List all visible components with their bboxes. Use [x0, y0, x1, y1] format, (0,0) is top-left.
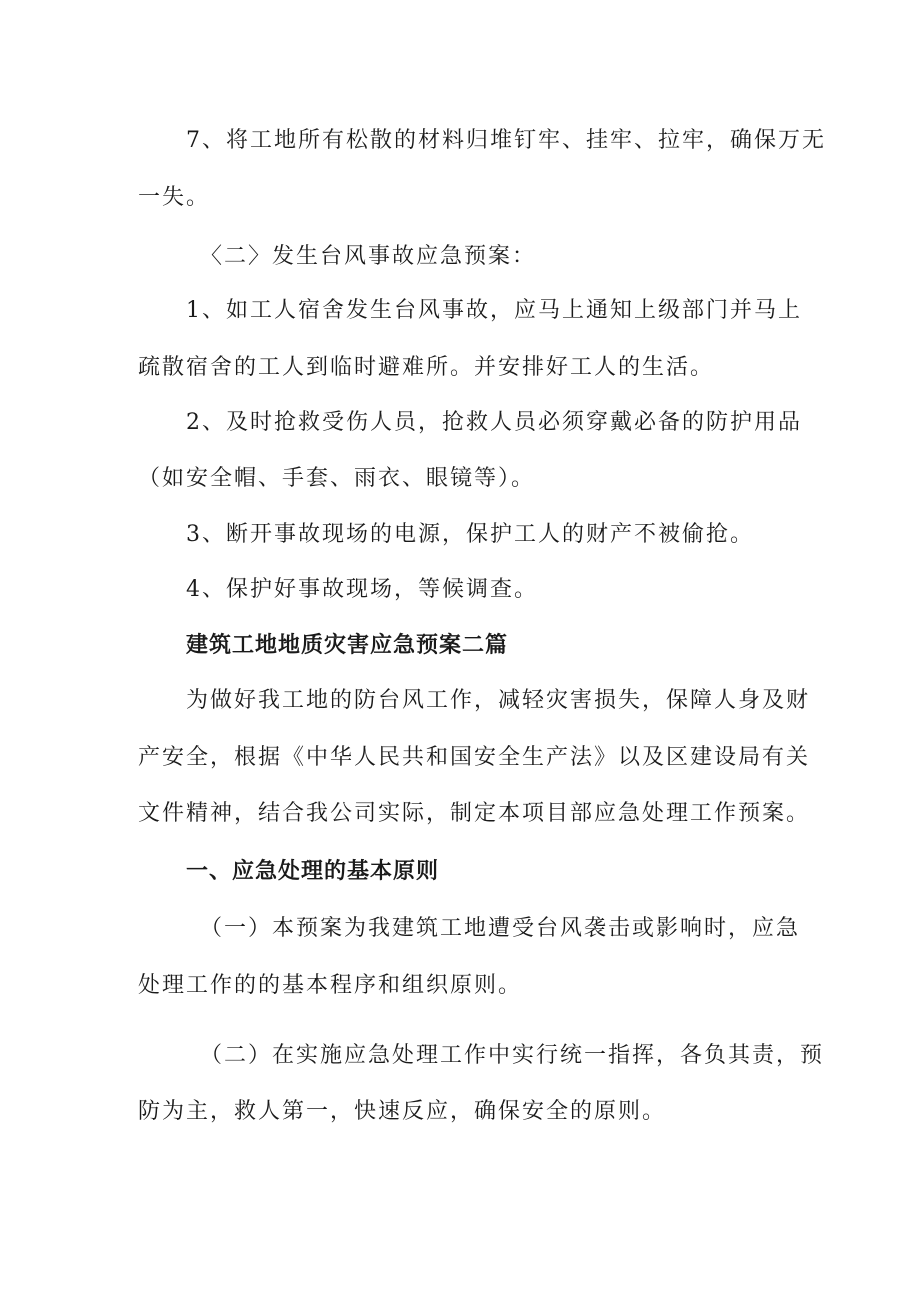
principle-1-line-1: （一）本预案为我建筑工地遭受台风袭击或影响时，应急	[200, 916, 801, 941]
item-2-line-2: （如安全帽、手套、雨衣、眼镜等）。	[138, 466, 536, 491]
article-title: 建筑工地地质灾害应急预案二篇	[186, 633, 509, 658]
intro-line-2: 产安全，根据《中华人民共和国安全生产法》以及区建设局有关	[138, 745, 811, 770]
item-1-line-2: 疏散宿舍的工人到临时避难所。并安排好工人的生活。	[138, 355, 715, 380]
intro-line-1: 为做好我工地的防台风工作，减轻灾害损失，保障人身及财	[186, 688, 811, 713]
principle-2-line-2: 防为主，救人第一，快速反应，确保安全的原则。	[138, 1099, 667, 1124]
item-1-line-1: 1、如工人宿舍发生台风事故，应马上通知上级部门并马上	[186, 298, 802, 323]
principle-1-line-2: 处理工作的的基本程序和组织原则。	[138, 973, 523, 998]
item-2-line-1: 2、及时抢救受伤人员，抢救人员必须穿戴必备的防护用品	[186, 410, 802, 435]
section-heading-2: 〈二〉发生台风事故应急预案：	[200, 244, 537, 269]
item-3-line-1: 3、断开事故现场的电源，保护工人的财产不被偷抢。	[186, 522, 754, 547]
item-7-line-2: 一失。	[138, 185, 211, 210]
principles-heading: 一、应急处理的基本原则	[186, 859, 440, 884]
intro-line-3: 文件精神，结合我公司实际，制定本项目部应急处理工作预案。	[138, 801, 811, 826]
item-4-line-1: 4、保护好事故现场，等候调查。	[186, 577, 538, 602]
principle-2-line-1: （二）在实施应急处理工作中实行统一指挥，各负其责，预	[200, 1043, 825, 1068]
item-7-line-1: 7、将工地所有松散的材料归堆钉牢、挂牢、拉牢，确保万无	[186, 128, 826, 153]
